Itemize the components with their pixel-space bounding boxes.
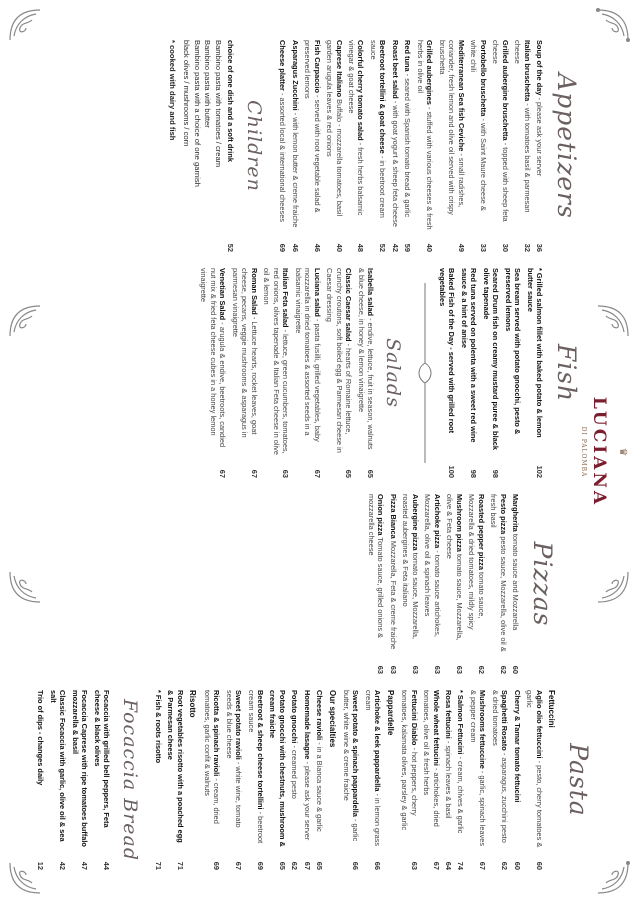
menu-item-description: - served with root vegetable salad & preserved lemons bbox=[303, 40, 322, 213]
menu-item-name: Soup of the day bbox=[535, 40, 544, 96]
menu-item bbox=[437, 268, 456, 478]
appetizers-list bbox=[278, 40, 544, 252]
menu-item bbox=[490, 690, 509, 870]
menu-item-description: - cream, chives & garlic bbox=[456, 756, 466, 834]
fettuccini-list bbox=[400, 690, 544, 870]
menu-item bbox=[403, 40, 412, 252]
children-option: Bambino pasta with butter bbox=[203, 40, 213, 128]
menu-item-price: 47 bbox=[80, 861, 90, 870]
menu-item-name: Red tuna served on polenta with a sweet red wine sauce & a hint of anise bbox=[459, 268, 479, 443]
children-list bbox=[226, 40, 235, 252]
pappardelle-subheading: Pappardelle bbox=[385, 690, 395, 736]
pizzas-list bbox=[366, 494, 520, 674]
menu-item-description: - in beetroot cream sauce bbox=[368, 40, 388, 218]
menu-item-description: - stuffed with various cheeses & fresh herbs in olive oil bbox=[415, 40, 435, 230]
specialties-subheading: Our specialties bbox=[327, 690, 337, 748]
menu-item bbox=[503, 268, 522, 478]
menu-item-price: 42 bbox=[390, 243, 400, 252]
menu-item-price: 65 bbox=[315, 861, 325, 870]
menu-item-price: 60 bbox=[511, 665, 520, 674]
corner-flourish-icon bbox=[594, 302, 632, 348]
restaurant-logo bbox=[568, 392, 628, 512]
menu-item bbox=[423, 494, 442, 674]
menu-item bbox=[535, 40, 544, 252]
brand-name: LUCIANA bbox=[589, 396, 609, 508]
menu-item-name: Spaghetti Rosato bbox=[500, 690, 510, 751]
menu-item-description: pesto sauce, Mozzarella, olive oil & fresh basil bbox=[489, 494, 508, 652]
menu-item-price: 30 bbox=[500, 243, 510, 252]
menu-item-price: 46 bbox=[290, 243, 300, 252]
menu-item bbox=[230, 268, 258, 478]
menu-item-description: - creamed pesto bbox=[290, 745, 300, 799]
menu-item-price: 71 bbox=[154, 861, 163, 870]
menu-item-price: 102 bbox=[535, 465, 544, 478]
menu-item-name: Potato gnocchi bbox=[290, 690, 300, 744]
menu-item-price: 67 bbox=[478, 861, 488, 870]
menu-item-description: tomato sauce and Mozzarella bbox=[511, 533, 520, 631]
menu-item bbox=[388, 494, 397, 674]
menu-item bbox=[437, 40, 465, 252]
corner-flourish-icon bbox=[6, 302, 44, 348]
menu-item-price: 69 bbox=[278, 243, 288, 252]
menu-item-price: 65 bbox=[344, 469, 354, 478]
menu-item-description: tomato sauce, Mozzarella, roasted aubergines & Feta italiano bbox=[401, 494, 420, 639]
menu-item-price: 63 bbox=[281, 469, 291, 478]
menu-item-price: 65 bbox=[366, 469, 375, 478]
menu-item-price: 42 bbox=[58, 861, 68, 870]
menu-item-name: Onion pizza bbox=[376, 494, 386, 536]
children-option: black olives / mushrooms / corn bbox=[181, 40, 191, 147]
children-option: Bambino pasta with a choice of one garnish bbox=[192, 40, 202, 187]
menu-item-price: 63 bbox=[376, 665, 386, 674]
menu-item-price: 63 bbox=[410, 665, 420, 674]
menu-item-name: * Grilled salmon fillet with baked potato & lemon butter sauce bbox=[525, 268, 544, 438]
menu-item-description: - pasta fusilli, grilled vegetables, baby mozzarella in dried tomatoes & assorted seeds in a balsamic vinaigrette bbox=[293, 268, 322, 442]
menu-item-price: 63 bbox=[409, 861, 419, 870]
corner-flourish-icon bbox=[594, 6, 632, 52]
fish-heading: Fish bbox=[552, 343, 581, 403]
menu-item-price: 65 bbox=[277, 861, 287, 870]
menu-item bbox=[290, 690, 299, 870]
menu-item bbox=[366, 494, 385, 674]
menu-item bbox=[315, 690, 324, 870]
risotto-list bbox=[154, 690, 185, 870]
menu-item-name: Potato gnocchi with chestnuts, mushroom & cream fraiche bbox=[268, 690, 287, 847]
salads-heading: Salads bbox=[382, 338, 405, 408]
menu-item-name: Beetroot & sheep cheese tortellini bbox=[255, 690, 265, 810]
menu-item bbox=[467, 494, 486, 674]
menu-item-price: 36 bbox=[535, 243, 544, 252]
menu-item bbox=[422, 690, 441, 870]
pizzas-column bbox=[363, 494, 558, 674]
menu-item-name: Grilled aubergine bruschetta bbox=[500, 40, 510, 141]
menu-item bbox=[525, 268, 544, 478]
menu-item-description: - with goat yogurt & sheep feta cheese bbox=[390, 100, 400, 227]
menu-item-name: * Salmon Fettucini bbox=[456, 690, 466, 755]
menu-item bbox=[202, 690, 221, 870]
salads-list bbox=[199, 268, 375, 478]
menu-item-name: Ricotta & spinach ravioli bbox=[212, 690, 222, 777]
menu-item bbox=[400, 690, 419, 870]
menu-item-description: - Lettuce hearts, rocket leaves, goat cheese, pecans, veggie mushrooms & asparagus in parmesan vinaigrette bbox=[230, 268, 259, 438]
menu-item-description: Mozzarella, Feta & creme fraiche bbox=[388, 540, 398, 650]
menu-item-description: - lettuce, green cucumbers, tomatoes, red onions, olives tapenade & Italian Feta cheese in olive oil & lemon bbox=[262, 268, 291, 455]
menu-item-description: - topped with sheep feta cheese bbox=[491, 40, 510, 222]
menu-item-name: Grilled aubergines bbox=[425, 40, 435, 105]
menu-item-price: 69 bbox=[255, 861, 265, 870]
fish-column bbox=[196, 268, 582, 478]
menu-item-name: Seared Drum fish on creamy mustard puree & black olive tapenade bbox=[481, 268, 501, 450]
menu-item bbox=[36, 690, 45, 870]
menu-item-description: - pesto, cherry tomatoes & garlic bbox=[525, 690, 544, 848]
dairy-fish-footnote: * cooked with dairy and fish bbox=[168, 40, 178, 141]
menu-item-price: 67 bbox=[234, 861, 244, 870]
menu-item-price: 64 bbox=[444, 861, 454, 870]
menu-item-name: Beetroot tortellini & goat cheese bbox=[378, 40, 388, 154]
menu-item-name: Italian Feta salad bbox=[281, 268, 291, 328]
menu-item-description: - asparagus, zucchini pesto & dried tomatoes bbox=[490, 690, 510, 843]
menu-item bbox=[325, 268, 353, 478]
menu-item-description: - with tomatoes basil & parmesan cheese bbox=[513, 40, 532, 213]
menu-item-price: 67 bbox=[249, 469, 259, 478]
menu-item-price: 49 bbox=[456, 243, 466, 252]
menu-item-name: Roman Salad bbox=[249, 268, 259, 315]
menu-item-description: Tomato sauce, grilled onions & mozzarella cheese bbox=[366, 494, 386, 639]
menu-item-name: Artichoke & leek pappardella bbox=[373, 690, 383, 792]
menu-item-price: 71 bbox=[175, 861, 185, 870]
menu-item-name: Aubergine pizza bbox=[410, 494, 420, 551]
menu-item bbox=[246, 690, 265, 870]
menu-item-description: - fresh herbs balsamic vinegar & goat cheese bbox=[347, 40, 366, 216]
menu-item-description: - tomato sauce artichokes, Mozzarella, olive oil & spinach leaves bbox=[423, 494, 442, 637]
menu-item-description: - please ask your server bbox=[302, 761, 312, 841]
menu-item-name: Sweet potato ravioli bbox=[234, 690, 244, 760]
appetizers-heading: Appetizers bbox=[552, 73, 581, 219]
risotto-subheading: Risotto bbox=[188, 690, 198, 718]
pappardelle-list bbox=[342, 690, 383, 870]
menu-item-price: 67 bbox=[312, 469, 322, 478]
menu-item bbox=[468, 690, 487, 870]
menu-item bbox=[293, 268, 321, 478]
menu-item-name: Root vegetables risotto with a poached egg & Parmesan cheese bbox=[166, 690, 185, 843]
menu-item-description: - hot peppers, cherry tomatoes, kalamata olives, parsley & garlic bbox=[400, 690, 419, 831]
menu-item bbox=[481, 268, 500, 478]
menu-item-name: Caprese Italiano bbox=[334, 40, 344, 98]
menu-item-description: - in lemon grass cream bbox=[363, 690, 383, 847]
pasta-column bbox=[33, 690, 594, 870]
menu-item-name: Baked Fish of the Day - served with grilled root vegetables bbox=[437, 268, 457, 434]
menu-item bbox=[347, 40, 366, 252]
menu-item bbox=[491, 40, 510, 252]
menu-item bbox=[469, 40, 488, 252]
menu-item-name: Portobello bruschetta bbox=[478, 40, 488, 117]
menu-item-price: 62 bbox=[290, 861, 300, 870]
corner-flourish-icon bbox=[6, 560, 44, 606]
menu-item-description: - seared with Spanish tomato bread & garlic bbox=[403, 73, 413, 218]
menu-item-description: - beetroot cream sauce bbox=[246, 690, 265, 844]
menu-item-description: - spinach leaves & basil bbox=[444, 740, 454, 819]
children-option: Bambino pasta with tomatoes / cream bbox=[213, 40, 223, 168]
menu-item-description: - garlic, spinach leaves & pepper cream bbox=[468, 690, 488, 847]
menu-item bbox=[70, 690, 89, 870]
menu-item-price: 48 bbox=[356, 243, 366, 252]
menu-item-price: 100 bbox=[447, 465, 457, 478]
menu-item-description: - cream, dried tomatoes, garlic confit & walnuts bbox=[202, 690, 222, 824]
menu-item-price: 59 bbox=[403, 243, 413, 252]
menu-item-price: 40 bbox=[334, 243, 344, 252]
menu-item-name: Whole wheat fettucini bbox=[431, 690, 441, 766]
menu-item-price: 33 bbox=[478, 243, 488, 252]
menu-item bbox=[199, 268, 227, 478]
menu-item-price: 44 bbox=[102, 861, 112, 870]
menu-item bbox=[325, 40, 344, 252]
menu-item-price: 62 bbox=[498, 665, 508, 674]
fish-list bbox=[437, 268, 544, 478]
menu-item-description: - hearts of Romaine lettuce, crunchy croutons, soft boiled egg & Parmesan cheese in Caesar dressing bbox=[325, 268, 354, 453]
corner-flourish-icon bbox=[6, 6, 44, 52]
menu-item bbox=[513, 40, 532, 252]
menu-item-name: Italian bruschetta bbox=[522, 40, 532, 102]
appetizers-column bbox=[167, 40, 582, 252]
menu-item-description: - arugula & endive, beetroots, candied nut mix & fried feta cheese cubes in a honey lemon vinaigrette bbox=[199, 268, 228, 448]
menu-item-price: 52 bbox=[226, 243, 236, 252]
menu-item bbox=[154, 690, 163, 870]
focaccia-heading: Focaccia Bread bbox=[118, 698, 141, 862]
menu-item-price: 63 bbox=[388, 665, 398, 674]
menu-item-name: Red tuna bbox=[403, 40, 413, 72]
menu-item-name: Fettucini Diablo bbox=[409, 690, 419, 746]
menu-item bbox=[268, 690, 287, 870]
menu-item-description: - assorted local & international cheeses bbox=[278, 93, 288, 222]
fettuccini-subheading: Fettuccini bbox=[547, 690, 556, 728]
menu-item-name: Artichoke pizza bbox=[432, 494, 442, 549]
menu-item-name: Margherita bbox=[511, 494, 520, 532]
pizzas-heading: Pizzas bbox=[528, 541, 557, 627]
menu-item-description: tomato sauce, Mozzarella & dried tomatoes, mildly spicy bbox=[467, 494, 486, 630]
menu-item-description: - small radishes, coriander, fresh lemon and olive oil served with crispy bruschetta bbox=[437, 40, 466, 215]
menu-item-description: Buffalo - mozzarella tomatoes, basil garden arugula leaves & red onions bbox=[325, 40, 344, 217]
menu-item-price: 98 bbox=[469, 469, 479, 478]
menu-item-name: Classic Caesar salad bbox=[344, 268, 354, 342]
menu-item-name: Roast beet salad bbox=[390, 40, 400, 99]
menu-item-price: 67 bbox=[302, 861, 312, 870]
menu-item-description: - in a Bianca sauce & garlic bbox=[315, 742, 325, 832]
menu-item bbox=[224, 690, 243, 870]
menu-item-price: 40 bbox=[425, 243, 435, 252]
menu-item-description: - garlic butter, white wine & creme fraiche bbox=[342, 690, 361, 842]
menu-item-name: Mushrooms fettuccine bbox=[478, 690, 488, 769]
menu-item bbox=[512, 690, 521, 870]
menu-item-price: 60 bbox=[534, 861, 544, 870]
menu-item-price: 67 bbox=[431, 861, 441, 870]
menu-item bbox=[525, 690, 544, 870]
corner-flourish-icon bbox=[594, 560, 632, 606]
crown-icon: ♛ bbox=[617, 447, 628, 457]
menu-item-description: - please ask your server bbox=[535, 97, 544, 177]
menu-item-price: 74 bbox=[456, 861, 466, 870]
menu-item bbox=[511, 494, 520, 674]
menu-item-name: Sea bream served with potato gnocchi, pesto & preserved lemons bbox=[503, 268, 523, 435]
menu-item-price: 12 bbox=[36, 861, 46, 870]
menu-item-name: Luciana salad bbox=[312, 268, 322, 317]
menu-item bbox=[456, 690, 465, 870]
menu-item bbox=[226, 40, 235, 252]
menu-item bbox=[302, 690, 311, 870]
menu-item-price: 52 bbox=[378, 243, 388, 252]
menu-item-name: Isabella salad bbox=[366, 268, 375, 317]
menu-item bbox=[48, 690, 67, 870]
menu-item-description: - white wine, tomato seeds & blue cheese bbox=[224, 690, 244, 828]
menu-item-price: 66 bbox=[373, 861, 383, 870]
menu-item-name: Roasted pepper pizza bbox=[476, 494, 486, 570]
menu-item-description: - artichokes, dried tomatoes, olive oil & fresh herbs bbox=[422, 690, 441, 827]
brand-tagline: DI PALOMBA bbox=[580, 426, 587, 478]
menu-item bbox=[262, 268, 290, 478]
menu-item-description: tomato sauce, Mozzarella, olive & Feta cheese bbox=[445, 494, 464, 641]
menu-item bbox=[92, 690, 111, 870]
menu-item-name: Asparagus Zucchini bbox=[290, 40, 300, 111]
menu-item bbox=[342, 690, 361, 870]
menu-item-price: 98 bbox=[491, 469, 501, 478]
divider-swirl-icon bbox=[417, 268, 433, 478]
menu-item-name: Homemade lasagne bbox=[302, 690, 312, 760]
corner-flourish-icon bbox=[594, 851, 632, 897]
menu-item-name: choice of one dish and a soft drink bbox=[226, 40, 236, 162]
menu-item bbox=[445, 494, 464, 674]
menu-item-price: 62 bbox=[500, 861, 510, 870]
menu-item-name: Pesto pizza bbox=[498, 494, 508, 535]
menu-item-name: Pizza Bianca bbox=[388, 494, 398, 539]
children-options bbox=[181, 40, 223, 252]
menu-item bbox=[278, 40, 287, 252]
menu-item bbox=[489, 494, 508, 674]
menu-item-name: Focaccia Caprese with ripe tomatoes buffalo mozzarella & basil bbox=[70, 690, 90, 847]
menu-item-price: 32 bbox=[522, 243, 532, 252]
pasta-heading: Pasta bbox=[564, 743, 593, 817]
menu-item-price bbox=[503, 462, 522, 478]
menu-item-name: Focaccia with grilled bell peppers, Feta cheese & black olives bbox=[92, 690, 112, 828]
children-heading: Children bbox=[242, 100, 265, 192]
menu-item-name: * Fish & roots risotto bbox=[154, 690, 163, 764]
menu-item-name: Colorful cherry tomato salad bbox=[356, 40, 366, 141]
menu-item-name: Rosa fettucini bbox=[444, 690, 454, 739]
menu-item-name: Fish Carpaccio bbox=[312, 40, 322, 93]
menu-item bbox=[444, 690, 453, 870]
menu-item-price: 66 bbox=[351, 861, 361, 870]
menu-item bbox=[356, 268, 375, 478]
menu-item-price: 63 bbox=[454, 665, 464, 674]
menu-item-name: Cheese platter bbox=[278, 40, 288, 91]
menu-item bbox=[290, 40, 299, 252]
menu-item-price: 63 bbox=[432, 665, 442, 674]
menu-item-description: - with Saint Maure cheese & white chili bbox=[469, 40, 488, 211]
menu-item-name: Trio of dips - changes daily bbox=[36, 690, 46, 786]
menu-item bbox=[369, 40, 388, 252]
menu-item-name: Cherry & Tamar tomato fettucini bbox=[512, 690, 522, 803]
menu-item bbox=[364, 690, 383, 870]
menu-item bbox=[166, 690, 185, 870]
menu-item bbox=[303, 40, 322, 252]
focaccia-list bbox=[36, 690, 111, 870]
menu-item-name: Mushroom pizza bbox=[454, 494, 464, 552]
menu-item bbox=[459, 268, 478, 478]
menu-item-name: Mediterranean Sea fish Ceviche bbox=[456, 40, 466, 152]
menu-item bbox=[390, 40, 399, 252]
menu-item bbox=[415, 40, 434, 252]
menu-item-price: 62 bbox=[476, 665, 486, 674]
menu-item-price: 46 bbox=[312, 243, 322, 252]
menu-item-price: 69 bbox=[212, 861, 222, 870]
menu-item-name: Venetian Salad bbox=[218, 268, 228, 321]
menu-item-name: Sweet potato & spinach pappardella bbox=[351, 690, 361, 817]
specialties-list bbox=[202, 690, 324, 870]
menu-item-description: - endive, lettuce, fruit in season, walnuts & blue cheese, in honey & lemon vinaigrette bbox=[356, 268, 375, 450]
menu-item bbox=[401, 494, 420, 674]
menu-item-price: 67 bbox=[218, 469, 228, 478]
menu-item-name: Classic Focaccia with garlic, olive oil & sea salt bbox=[48, 690, 68, 842]
menu-item-description: - with lemon butter & creme fraiche bbox=[290, 112, 300, 228]
menu-item-price: 60 bbox=[512, 861, 522, 870]
menu-item-name: Cheese ravioli bbox=[315, 690, 325, 741]
menu-item-name: Aglio olio fettuccini bbox=[534, 690, 544, 759]
